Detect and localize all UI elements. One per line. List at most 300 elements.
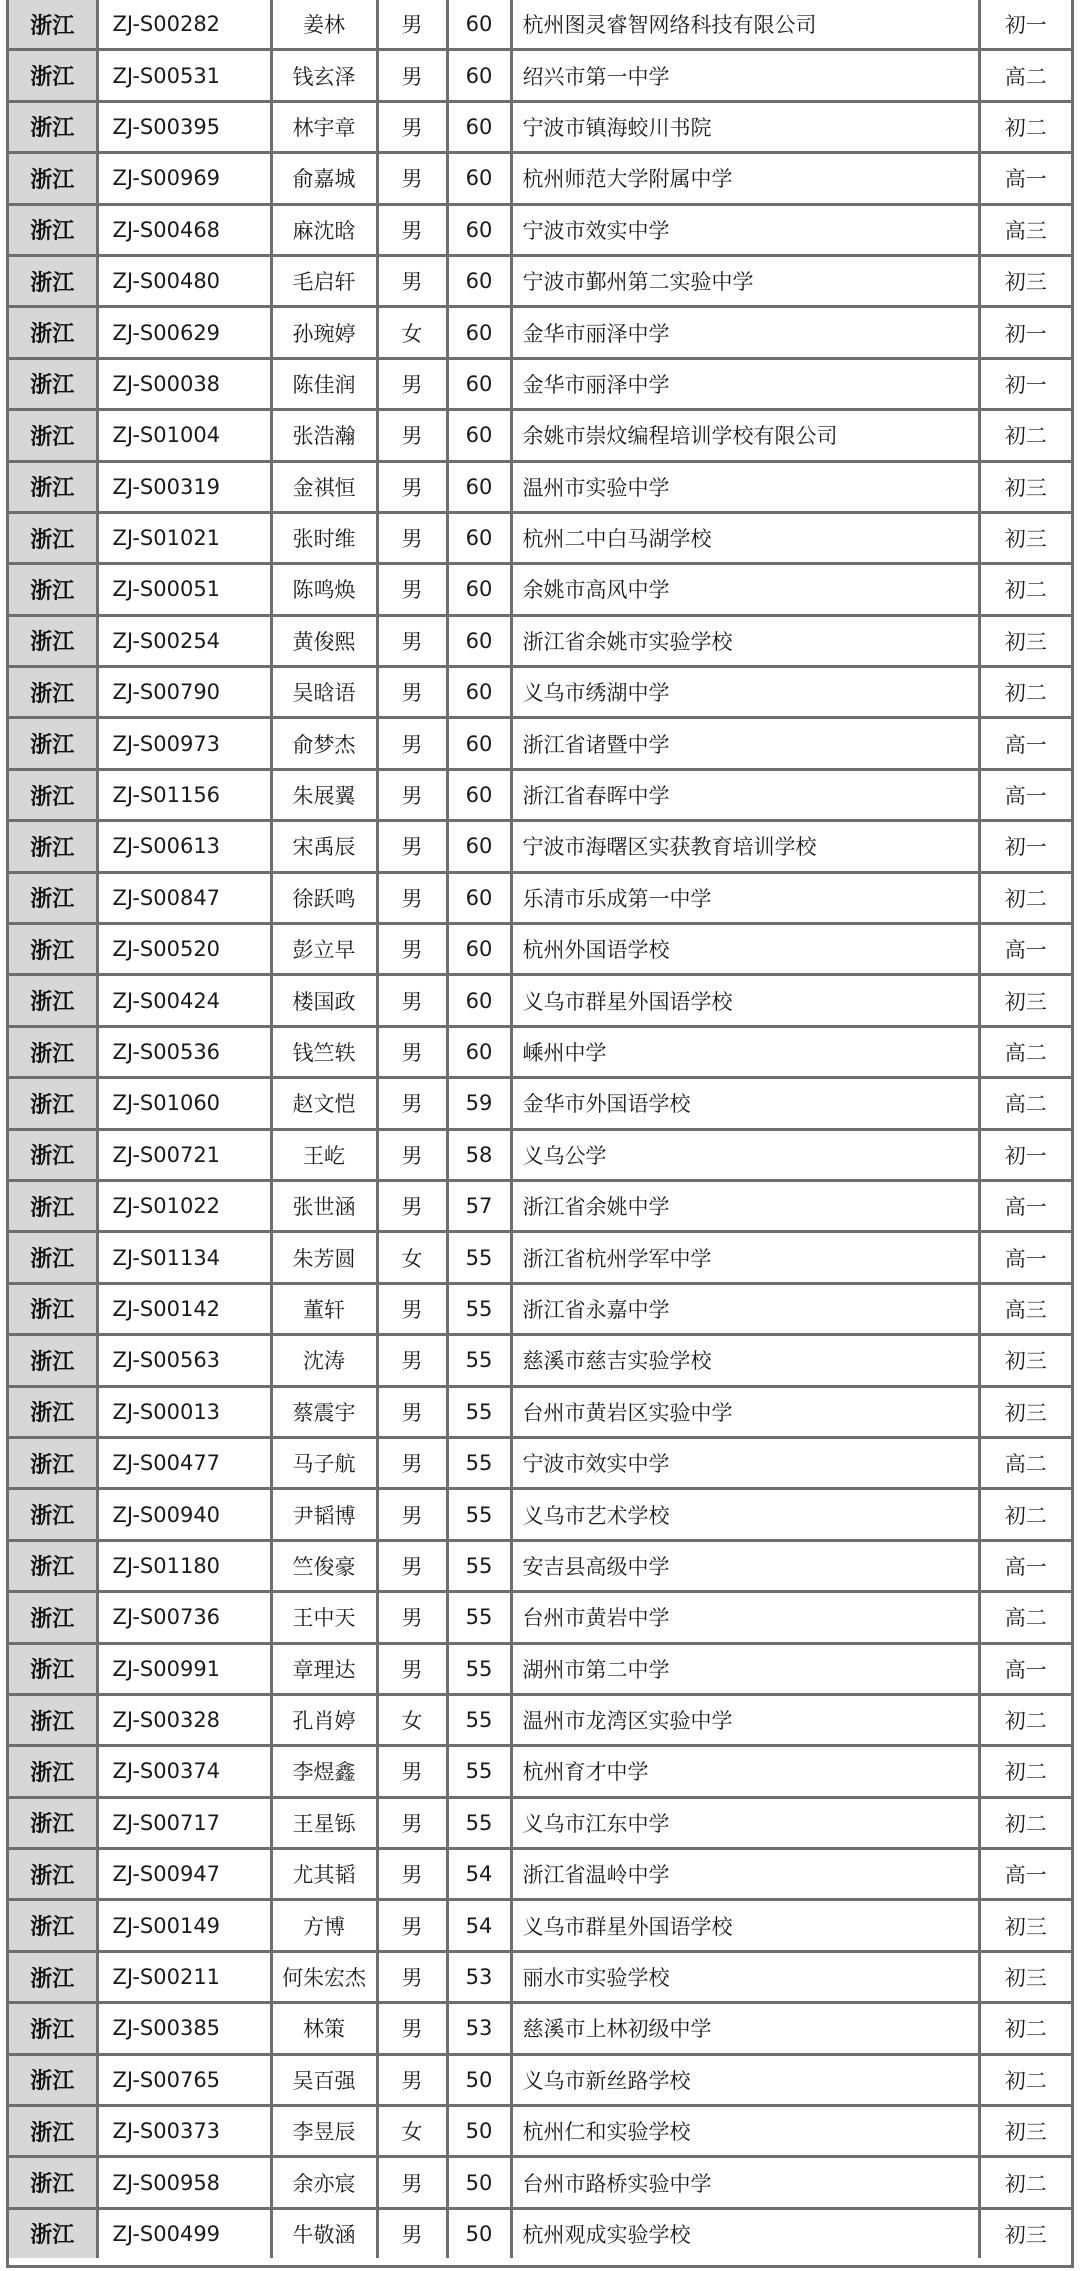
grade-cell: 初二 xyxy=(979,2003,1071,2054)
grade-cell: 初二 xyxy=(979,1489,1071,1540)
gender-cell: 男 xyxy=(377,2208,447,2258)
school-cell: 杭州育才中学 xyxy=(511,1746,979,1797)
student-name-cell: 林宇章 xyxy=(271,101,377,152)
school-cell: 浙江省永嘉中学 xyxy=(511,1283,979,1334)
table-row xyxy=(9,2106,1071,2157)
table-row xyxy=(9,872,1071,923)
student-id-cell: ZJ-S00765 xyxy=(97,2054,271,2105)
school-cell: 温州市实验中学 xyxy=(511,461,979,512)
gender-cell: 女 xyxy=(377,2106,447,2157)
student-id-cell: ZJ-S00211 xyxy=(97,1951,271,2002)
school-cell: 杭州仁和实验学校 xyxy=(511,2106,979,2157)
province-cell: 浙江 xyxy=(9,1437,97,1488)
school-cell: 宁波市鄞州第二实验中学 xyxy=(511,255,979,306)
grade-cell: 初三 xyxy=(979,1386,1071,1437)
student-id-cell: ZJ-S01156 xyxy=(97,769,271,820)
table-row xyxy=(9,615,1071,666)
student-name-cell: 蔡震宇 xyxy=(271,1386,377,1437)
gender-cell: 男 xyxy=(377,924,447,975)
grade-cell: 高三 xyxy=(979,204,1071,255)
student-name-cell: 李昱辰 xyxy=(271,2106,377,2157)
school-cell: 安吉县高级中学 xyxy=(511,1540,979,1591)
school-cell: 余姚市高风中学 xyxy=(511,564,979,615)
table-row xyxy=(9,101,1071,152)
table-row xyxy=(9,2003,1071,2054)
school-cell: 台州市黄岩中学 xyxy=(511,1592,979,1643)
student-id-cell: ZJ-S00629 xyxy=(97,307,271,358)
score-cell: 54 xyxy=(447,1849,511,1900)
student-name-cell: 朱展翼 xyxy=(271,769,377,820)
student-name-cell: 吴晗语 xyxy=(271,667,377,718)
grade-cell: 初二 xyxy=(979,101,1071,152)
table-row xyxy=(9,2157,1071,2208)
gender-cell: 男 xyxy=(377,821,447,872)
grade-cell: 高一 xyxy=(979,1180,1071,1231)
province-cell: 浙江 xyxy=(9,2157,97,2208)
table-row xyxy=(9,1746,1071,1797)
gender-cell: 男 xyxy=(377,1437,447,1488)
score-cell: 60 xyxy=(447,924,511,975)
table-row xyxy=(9,50,1071,101)
province-cell: 浙江 xyxy=(9,153,97,204)
province-cell: 浙江 xyxy=(9,1180,97,1231)
student-id-cell: ZJ-S00847 xyxy=(97,872,271,923)
school-cell: 台州市黄岩区实验中学 xyxy=(511,1386,979,1437)
province-cell: 浙江 xyxy=(9,307,97,358)
student-name-cell: 孙琬婷 xyxy=(271,307,377,358)
grade-cell: 初二 xyxy=(979,1694,1071,1745)
school-cell: 宁波市海曙区实获教育培训学校 xyxy=(511,821,979,872)
grade-cell: 初三 xyxy=(979,461,1071,512)
table-row xyxy=(9,1797,1071,1848)
grade-cell: 高一 xyxy=(979,1849,1071,1900)
gender-cell: 女 xyxy=(377,1694,447,1745)
score-cell: 55 xyxy=(447,1643,511,1694)
school-cell: 义乌市江东中学 xyxy=(511,1797,979,1848)
student-name-cell: 徐跃鸣 xyxy=(271,872,377,923)
province-cell: 浙江 xyxy=(9,1078,97,1129)
grade-cell: 高一 xyxy=(979,1643,1071,1694)
score-cell: 60 xyxy=(447,410,511,461)
score-cell: 60 xyxy=(447,101,511,152)
table-row xyxy=(9,1129,1071,1180)
province-cell: 浙江 xyxy=(9,1283,97,1334)
student-name-cell: 张浩瀚 xyxy=(271,410,377,461)
table-row xyxy=(9,1592,1071,1643)
score-cell: 55 xyxy=(447,1797,511,1848)
gender-cell: 男 xyxy=(377,1951,447,2002)
gender-cell: 男 xyxy=(377,50,447,101)
student-id-cell: ZJ-S00790 xyxy=(97,667,271,718)
gender-cell: 男 xyxy=(377,1129,447,1180)
province-cell: 浙江 xyxy=(9,2054,97,2105)
table-row xyxy=(9,564,1071,615)
table-row xyxy=(9,1386,1071,1437)
student-name-cell: 沈涛 xyxy=(271,1335,377,1386)
score-cell: 59 xyxy=(447,1078,511,1129)
student-id-cell: ZJ-S00395 xyxy=(97,101,271,152)
school-cell: 义乌市绣湖中学 xyxy=(511,667,979,718)
table-row xyxy=(9,461,1071,512)
student-name-cell: 朱芳圆 xyxy=(271,1232,377,1283)
student-id-cell: ZJ-S01060 xyxy=(97,1078,271,1129)
table-row xyxy=(9,1232,1071,1283)
grade-cell: 高二 xyxy=(979,1078,1071,1129)
province-cell: 浙江 xyxy=(9,512,97,563)
school-cell: 义乌市群星外国语学校 xyxy=(511,975,979,1026)
score-cell: 60 xyxy=(447,255,511,306)
gender-cell: 男 xyxy=(377,2054,447,2105)
gender-cell: 男 xyxy=(377,358,447,409)
gender-cell: 男 xyxy=(377,1540,447,1591)
table-row xyxy=(9,1335,1071,1386)
gender-cell: 男 xyxy=(377,1386,447,1437)
province-cell: 浙江 xyxy=(9,461,97,512)
score-cell: 55 xyxy=(447,1540,511,1591)
gender-cell: 男 xyxy=(377,0,447,50)
table-row xyxy=(9,1540,1071,1591)
province-cell: 浙江 xyxy=(9,1129,97,1180)
province-cell: 浙江 xyxy=(9,410,97,461)
grade-cell: 初三 xyxy=(979,1900,1071,1951)
student-id-cell: ZJ-S00536 xyxy=(97,1026,271,1077)
student-name-cell: 彭立早 xyxy=(271,924,377,975)
province-cell: 浙江 xyxy=(9,1797,97,1848)
province-cell: 浙江 xyxy=(9,924,97,975)
table-row xyxy=(9,667,1071,718)
gender-cell: 男 xyxy=(377,1900,447,1951)
gender-cell: 男 xyxy=(377,667,447,718)
gender-cell: 男 xyxy=(377,1746,447,1797)
gender-cell: 男 xyxy=(377,872,447,923)
student-id-cell: ZJ-S00038 xyxy=(97,358,271,409)
gender-cell: 女 xyxy=(377,1232,447,1283)
student-name-cell: 何朱宏杰 xyxy=(271,1951,377,2002)
student-id-cell: ZJ-S00013 xyxy=(97,1386,271,1437)
province-cell: 浙江 xyxy=(9,1900,97,1951)
table-row xyxy=(9,204,1071,255)
student-id-cell: ZJ-S00991 xyxy=(97,1643,271,1694)
student-name-cell: 余亦宸 xyxy=(271,2157,377,2208)
grade-cell: 初二 xyxy=(979,1797,1071,1848)
province-cell: 浙江 xyxy=(9,255,97,306)
school-cell: 慈溪市慈吉实验学校 xyxy=(511,1335,979,1386)
province-cell: 浙江 xyxy=(9,2003,97,2054)
gender-cell: 男 xyxy=(377,769,447,820)
province-cell: 浙江 xyxy=(9,101,97,152)
grade-cell: 高二 xyxy=(979,50,1071,101)
results-table-container xyxy=(6,0,1074,2268)
student-id-cell: ZJ-S00531 xyxy=(97,50,271,101)
school-cell: 浙江省诸暨中学 xyxy=(511,718,979,769)
table-row xyxy=(9,255,1071,306)
student-id-cell: ZJ-S00373 xyxy=(97,2106,271,2157)
school-cell: 杭州师范大学附属中学 xyxy=(511,153,979,204)
results-table xyxy=(9,0,1071,2258)
student-name-cell: 钱玄泽 xyxy=(271,50,377,101)
score-cell: 53 xyxy=(447,2003,511,2054)
school-cell: 丽水市实验学校 xyxy=(511,1951,979,2002)
school-cell: 浙江省余姚中学 xyxy=(511,1180,979,1231)
table-row xyxy=(9,1489,1071,1540)
gender-cell: 男 xyxy=(377,975,447,1026)
school-cell: 浙江省春晖中学 xyxy=(511,769,979,820)
student-id-cell: ZJ-S00149 xyxy=(97,1900,271,1951)
grade-cell: 初一 xyxy=(979,307,1071,358)
grade-cell: 初三 xyxy=(979,2208,1071,2258)
province-cell: 浙江 xyxy=(9,975,97,1026)
score-cell: 60 xyxy=(447,0,511,50)
table-row xyxy=(9,307,1071,358)
school-cell: 浙江省温岭中学 xyxy=(511,1849,979,1900)
school-cell: 义乌公学 xyxy=(511,1129,979,1180)
grade-cell: 初二 xyxy=(979,564,1071,615)
student-name-cell: 张时维 xyxy=(271,512,377,563)
student-name-cell: 陈鸣焕 xyxy=(271,564,377,615)
grade-cell: 初二 xyxy=(979,1746,1071,1797)
grade-cell: 高三 xyxy=(979,1283,1071,1334)
student-name-cell: 尹韬博 xyxy=(271,1489,377,1540)
student-name-cell: 尤其韬 xyxy=(271,1849,377,1900)
province-cell: 浙江 xyxy=(9,1335,97,1386)
school-cell: 金华市外国语学校 xyxy=(511,1078,979,1129)
grade-cell: 初三 xyxy=(979,615,1071,666)
gender-cell: 男 xyxy=(377,615,447,666)
gender-cell: 男 xyxy=(377,1026,447,1077)
student-id-cell: ZJ-S00051 xyxy=(97,564,271,615)
score-cell: 50 xyxy=(447,2106,511,2157)
table-row xyxy=(9,1078,1071,1129)
grade-cell: 高一 xyxy=(979,924,1071,975)
table-row xyxy=(9,769,1071,820)
table-row xyxy=(9,410,1071,461)
student-id-cell: ZJ-S01021 xyxy=(97,512,271,563)
student-id-cell: ZJ-S00721 xyxy=(97,1129,271,1180)
student-id-cell: ZJ-S00385 xyxy=(97,2003,271,2054)
province-cell: 浙江 xyxy=(9,821,97,872)
province-cell: 浙江 xyxy=(9,2106,97,2157)
province-cell: 浙江 xyxy=(9,1232,97,1283)
score-cell: 60 xyxy=(447,615,511,666)
student-id-cell: ZJ-S00480 xyxy=(97,255,271,306)
student-name-cell: 赵文恺 xyxy=(271,1078,377,1129)
student-id-cell: ZJ-S00973 xyxy=(97,718,271,769)
gender-cell: 男 xyxy=(377,1489,447,1540)
gender-cell: 男 xyxy=(377,1335,447,1386)
province-cell: 浙江 xyxy=(9,1951,97,2002)
table-row xyxy=(9,2054,1071,2105)
table-row xyxy=(9,821,1071,872)
grade-cell: 初二 xyxy=(979,2054,1071,2105)
student-name-cell: 俞梦杰 xyxy=(271,718,377,769)
score-cell: 60 xyxy=(447,358,511,409)
grade-cell: 初三 xyxy=(979,512,1071,563)
grade-cell: 初二 xyxy=(979,872,1071,923)
gender-cell: 男 xyxy=(377,718,447,769)
province-cell: 浙江 xyxy=(9,615,97,666)
province-cell: 浙江 xyxy=(9,1849,97,1900)
score-cell: 55 xyxy=(447,1694,511,1745)
student-id-cell: ZJ-S00282 xyxy=(97,0,271,50)
score-cell: 60 xyxy=(447,307,511,358)
gender-cell: 男 xyxy=(377,1180,447,1231)
score-cell: 60 xyxy=(447,461,511,512)
score-cell: 50 xyxy=(447,2208,511,2258)
student-name-cell: 牛敬涵 xyxy=(271,2208,377,2258)
score-cell: 50 xyxy=(447,2157,511,2208)
score-cell: 60 xyxy=(447,769,511,820)
score-cell: 60 xyxy=(447,564,511,615)
student-id-cell: ZJ-S00940 xyxy=(97,1489,271,1540)
score-cell: 55 xyxy=(447,1592,511,1643)
student-id-cell: ZJ-S00477 xyxy=(97,1437,271,1488)
grade-cell: 初一 xyxy=(979,358,1071,409)
province-cell: 浙江 xyxy=(9,1746,97,1797)
student-id-cell: ZJ-S00958 xyxy=(97,2157,271,2208)
table-row xyxy=(9,1180,1071,1231)
grade-cell: 初三 xyxy=(979,1335,1071,1386)
student-name-cell: 吴百强 xyxy=(271,2054,377,2105)
province-cell: 浙江 xyxy=(9,718,97,769)
results-table-body xyxy=(9,0,1071,2258)
gender-cell: 男 xyxy=(377,153,447,204)
student-id-cell: ZJ-S00319 xyxy=(97,461,271,512)
score-cell: 54 xyxy=(447,1900,511,1951)
table-row xyxy=(9,1437,1071,1488)
student-id-cell: ZJ-S00468 xyxy=(97,204,271,255)
gender-cell: 男 xyxy=(377,101,447,152)
gender-cell: 男 xyxy=(377,461,447,512)
province-cell: 浙江 xyxy=(9,872,97,923)
student-name-cell: 王星铄 xyxy=(271,1797,377,1848)
school-cell: 义乌市新丝路学校 xyxy=(511,2054,979,2105)
school-cell: 杭州观成实验学校 xyxy=(511,2208,979,2258)
score-cell: 60 xyxy=(447,667,511,718)
grade-cell: 高一 xyxy=(979,1232,1071,1283)
gender-cell: 男 xyxy=(377,1592,447,1643)
score-cell: 55 xyxy=(447,1437,511,1488)
student-name-cell: 王中天 xyxy=(271,1592,377,1643)
gender-cell: 男 xyxy=(377,1643,447,1694)
school-cell: 杭州外国语学校 xyxy=(511,924,979,975)
table-row xyxy=(9,358,1071,409)
gender-cell: 男 xyxy=(377,204,447,255)
student-id-cell: ZJ-S01022 xyxy=(97,1180,271,1231)
school-cell: 宁波市效实中学 xyxy=(511,1437,979,1488)
school-cell: 乐清市乐成第一中学 xyxy=(511,872,979,923)
gender-cell: 男 xyxy=(377,1849,447,1900)
student-name-cell: 楼国政 xyxy=(271,975,377,1026)
student-name-cell: 陈佳润 xyxy=(271,358,377,409)
student-name-cell: 黄俊熙 xyxy=(271,615,377,666)
grade-cell: 初二 xyxy=(979,667,1071,718)
student-name-cell: 俞嘉城 xyxy=(271,153,377,204)
student-name-cell: 姜林 xyxy=(271,0,377,50)
gender-cell: 男 xyxy=(377,1283,447,1334)
school-cell: 台州市路桥实验中学 xyxy=(511,2157,979,2208)
student-name-cell: 毛启轩 xyxy=(271,255,377,306)
school-cell: 余姚市崇炆编程培训学校有限公司 xyxy=(511,410,979,461)
school-cell: 浙江省余姚市实验学校 xyxy=(511,615,979,666)
school-cell: 慈溪市上林初级中学 xyxy=(511,2003,979,2054)
school-cell: 浙江省杭州学军中学 xyxy=(511,1232,979,1283)
school-cell: 义乌市艺术学校 xyxy=(511,1489,979,1540)
table-row xyxy=(9,718,1071,769)
student-name-cell: 宋禹辰 xyxy=(271,821,377,872)
school-cell: 杭州图灵睿智网络科技有限公司 xyxy=(511,0,979,50)
grade-cell: 高二 xyxy=(979,1026,1071,1077)
student-id-cell: ZJ-S00947 xyxy=(97,1849,271,1900)
province-cell: 浙江 xyxy=(9,1540,97,1591)
grade-cell: 高二 xyxy=(979,1437,1071,1488)
student-id-cell: ZJ-S00613 xyxy=(97,821,271,872)
student-id-cell: ZJ-S00254 xyxy=(97,615,271,666)
gender-cell: 男 xyxy=(377,2003,447,2054)
table-row xyxy=(9,975,1071,1026)
grade-cell: 高一 xyxy=(979,769,1071,820)
student-name-cell: 钱竺轶 xyxy=(271,1026,377,1077)
school-cell: 绍兴市第一中学 xyxy=(511,50,979,101)
student-id-cell: ZJ-S00328 xyxy=(97,1694,271,1745)
province-cell: 浙江 xyxy=(9,1386,97,1437)
table-row xyxy=(9,512,1071,563)
student-id-cell: ZJ-S00142 xyxy=(97,1283,271,1334)
grade-cell: 初三 xyxy=(979,975,1071,1026)
score-cell: 55 xyxy=(447,1335,511,1386)
score-cell: 60 xyxy=(447,1026,511,1077)
grade-cell: 初一 xyxy=(979,1129,1071,1180)
student-id-cell: ZJ-S00736 xyxy=(97,1592,271,1643)
table-row xyxy=(9,1900,1071,1951)
table-row xyxy=(9,1849,1071,1900)
student-id-cell: ZJ-S00969 xyxy=(97,153,271,204)
student-name-cell: 孔肖婷 xyxy=(271,1694,377,1745)
student-name-cell: 张世涵 xyxy=(271,1180,377,1231)
table-row xyxy=(9,1643,1071,1694)
table-row xyxy=(9,1283,1071,1334)
province-cell: 浙江 xyxy=(9,2208,97,2258)
school-cell: 宁波市效实中学 xyxy=(511,204,979,255)
province-cell: 浙江 xyxy=(9,1026,97,1077)
student-id-cell: ZJ-S00520 xyxy=(97,924,271,975)
table-row xyxy=(9,1694,1071,1745)
score-cell: 60 xyxy=(447,975,511,1026)
grade-cell: 初三 xyxy=(979,1951,1071,2002)
student-id-cell: ZJ-S00374 xyxy=(97,1746,271,1797)
score-cell: 58 xyxy=(447,1129,511,1180)
school-cell: 温州市龙湾区实验中学 xyxy=(511,1694,979,1745)
gender-cell: 男 xyxy=(377,410,447,461)
student-name-cell: 金祺恒 xyxy=(271,461,377,512)
score-cell: 60 xyxy=(447,821,511,872)
gender-cell: 男 xyxy=(377,1797,447,1848)
table-row xyxy=(9,153,1071,204)
grade-cell: 高一 xyxy=(979,1540,1071,1591)
province-cell: 浙江 xyxy=(9,1592,97,1643)
grade-cell: 初三 xyxy=(979,2106,1071,2157)
gender-cell: 男 xyxy=(377,512,447,563)
grade-cell: 初三 xyxy=(979,255,1071,306)
province-cell: 浙江 xyxy=(9,564,97,615)
province-cell: 浙江 xyxy=(9,204,97,255)
score-cell: 57 xyxy=(447,1180,511,1231)
table-row xyxy=(9,924,1071,975)
student-name-cell: 董轩 xyxy=(271,1283,377,1334)
score-cell: 60 xyxy=(447,204,511,255)
table-row xyxy=(9,2208,1071,2258)
student-id-cell: ZJ-S01134 xyxy=(97,1232,271,1283)
student-id-cell: ZJ-S00563 xyxy=(97,1335,271,1386)
